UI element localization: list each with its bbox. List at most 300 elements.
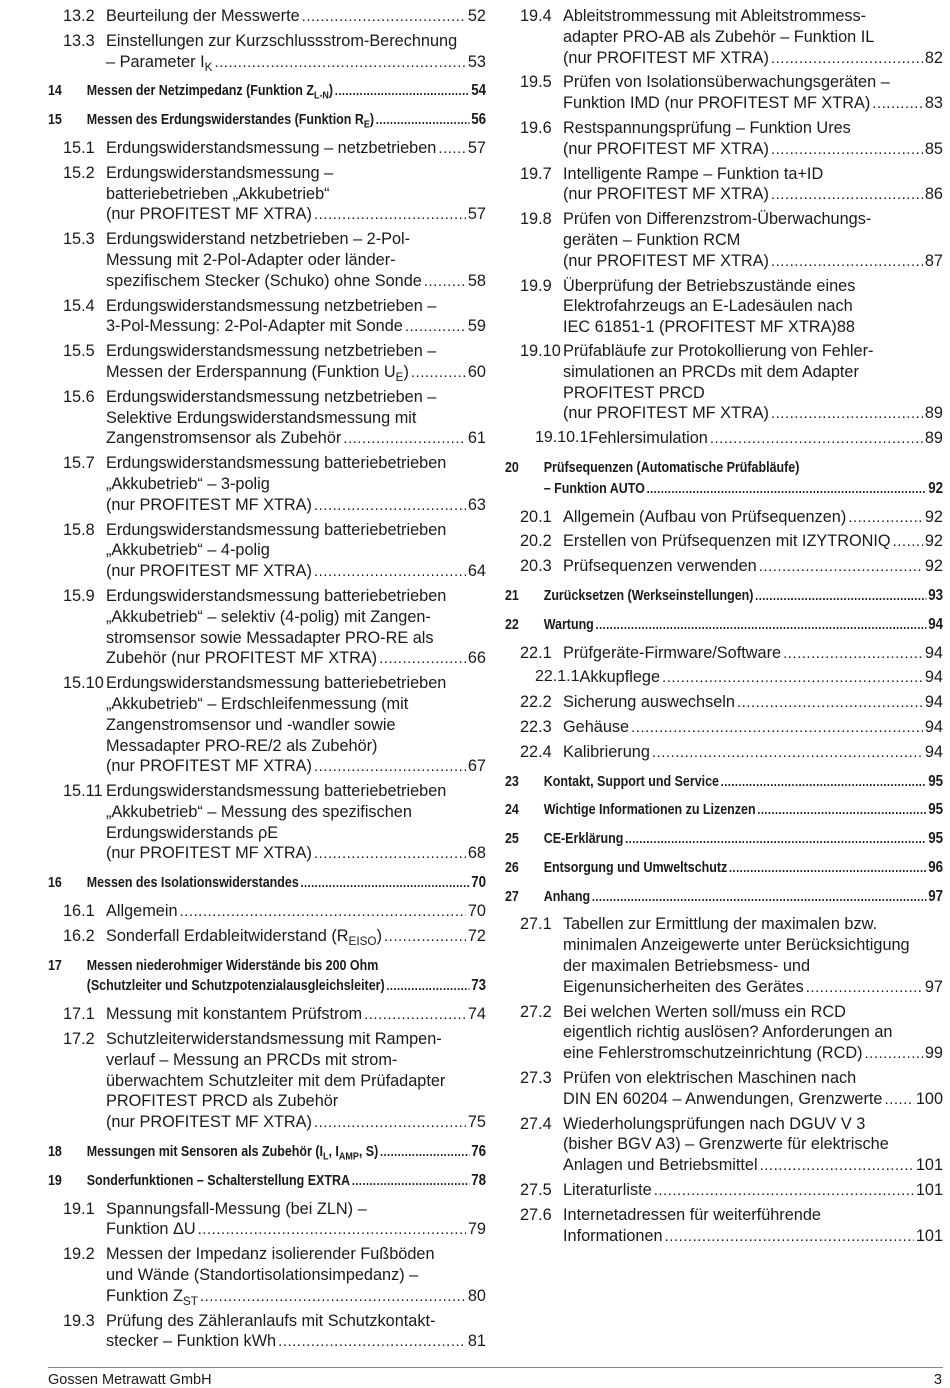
toc-leader-dots [771,185,923,206]
footer-divider [48,1367,943,1368]
toc-entry-number: 15.8 [63,520,95,539]
toc-entry-line: Überprüfung der Betriebszustände eines [563,276,856,295]
toc-entry-line: Einstellungen zur Kurzschlussstrom-Berechnung [106,31,458,50]
toc-page-number: 60 [467,362,486,381]
toc-entry-last-line [563,717,943,739]
toc-page-number: 92 [928,479,944,497]
toc-entry-line: der maximalen Betriebsmess- und [563,957,811,976]
toc-entry[interactable] [505,118,943,161]
toc-entry-title [563,556,757,577]
toc-leader-dots [654,1181,914,1202]
toc-page-number: 53 [467,52,486,71]
toc-leader-dots [771,140,923,161]
toc-entry-last-line [544,887,943,908]
toc-entry-title-text: Informationen [563,1226,663,1245]
toc-entry-number: 22.1.1 [535,668,580,686]
toc-entry-number: 20.1 [520,507,552,526]
toc-page-number: 95 [928,830,944,848]
toc-entry[interactable] [505,742,943,764]
toc-entry[interactable] [48,296,486,339]
toc-entry-title-text: Akkupflege [579,668,661,687]
toc-entry-body [563,276,943,338]
toc-entry-line: Restspannungsprüfung – Funktion Ures [563,118,851,137]
toc-entry[interactable] [505,914,943,998]
toc-entry-line: Bei welchen Werten soll/muss ein RCD [563,1002,846,1021]
toc-entry-body [106,926,486,948]
toc-entry-line: Erdungswiderstandsmessung – [106,163,334,182]
toc-leader-dots [783,644,923,665]
toc-entry-title [563,139,769,160]
toc-entry[interactable] [505,1205,943,1248]
toc-entry-last-line [563,692,943,714]
toc-entry-subscript: L [322,1151,329,1163]
toc-leader-dots [386,976,469,997]
toc-entry-body [106,520,486,583]
toc-entry-body [563,1002,943,1065]
toc-entry[interactable] [505,887,943,908]
toc-entry-title [563,403,769,424]
toc-entry-number: 27.3 [520,1069,552,1088]
toc-entry-body [544,615,943,636]
toc-entry-number: 15 [48,112,62,129]
toc-entry-title [579,667,660,688]
toc-leader-dots [411,363,466,384]
toc-entry-title-text: Erdungswiderstandsmessung – netzbetrieben [106,138,437,157]
toc-entry-line: Selektive Erdungswiderstandsmessung mit [106,408,417,427]
toc-entry-subscript: E [395,371,404,385]
toc-page-number: 83 [924,94,943,113]
toc-entry-body [87,81,486,102]
toc-entry-last-line [106,6,486,28]
toc-leader-dots [759,557,923,578]
toc-leader-dots [865,1044,923,1065]
toc-page-number: 78 [471,1171,487,1189]
toc-entry-title [544,800,756,821]
toc-entry[interactable] [48,387,486,450]
toc-entry-title-text: DIN EN 60204 – Anwendungen, Grenzwerte [563,1089,883,1108]
toc-entry-body [563,531,943,553]
toc-entry-last-line [544,829,943,850]
toc-entry-line: Zangenstromsensor und -wandler sowie [106,715,396,734]
toc-entry[interactable] [505,72,943,115]
toc-entry-number: 20 [505,459,519,476]
toc-leader-dots [314,205,466,226]
toc-page-number: 54 [471,82,487,100]
toc-entry-title [106,1219,196,1240]
toc-entry[interactable] [505,717,943,739]
toc-entry[interactable] [48,1244,486,1307]
toc-entry-body [563,1068,943,1111]
toc-entry-last-line [563,251,943,273]
toc-entry-last-line [544,858,943,879]
toc-entry[interactable] [48,926,486,948]
toc-entry-line: Erdungswiderstandsmessung batteriebetrieben [106,454,447,473]
toc-entry-title-text: Gehäuse [563,717,630,736]
toc-entry[interactable] [48,873,486,894]
toc-entry[interactable] [48,341,486,384]
toc-entry-number: 13.2 [63,7,95,25]
toc-entry-last-line [563,1089,943,1111]
toc-entry[interactable] [48,1142,486,1163]
toc-entry-title [563,531,891,552]
toc-entry-last-line [106,1004,486,1026]
toc-entry-number: 19.6 [520,118,552,137]
toc-entry-last-line [563,1226,943,1248]
toc-entry-title [87,1142,379,1163]
toc-entry-title [563,717,629,738]
toc-entry-number: 22.1 [520,643,552,662]
toc-entry-last-line [106,1286,486,1308]
toc-leader-dots [314,844,466,865]
toc-leader-dots [180,902,466,923]
toc-entry-number: 19 [48,1172,62,1189]
toc-entry-body [106,1311,486,1354]
toc-leader-dots [314,1113,466,1134]
toc-page-number: 79 [467,1220,486,1239]
toc-entry-body [106,341,486,384]
toc-entry-last-line [106,756,486,778]
toc-entry[interactable] [505,800,943,821]
toc-entry[interactable] [505,1002,943,1065]
toc-entry-title-text: – Funktion AUTO [543,480,645,497]
toc-entry[interactable] [505,643,943,665]
toc-entry-last-line [563,1180,943,1202]
toc-entry-title-text: Zangenstromsensor als Zubehör [106,429,342,448]
toc-entry-line: Messen der Impedanz isolierender Fußböden [106,1245,435,1264]
toc-page-number: 75 [467,1113,486,1132]
toc-entry-number: 23 [505,773,519,790]
toc-entry-last-line [544,586,943,607]
toc-entry-title-text: Sicherung auswechseln [563,693,735,712]
toc-entry-number: 19.10 [520,341,561,360]
toc-entry-number: 19.7 [520,164,552,183]
toc-entry[interactable] [48,110,486,131]
toc-entry[interactable] [48,673,486,778]
toc-entry-number: 15.5 [63,342,95,361]
toc-entry-title [563,643,781,664]
toc-entry-last-line [106,561,486,583]
toc-entry-body [106,1199,486,1242]
toc-entry[interactable] [505,858,943,879]
toc-entry-line: und Wände (Standortisolationsimpedanz) – [106,1266,419,1285]
toc-entry-title-text: Beurteilung der Messwerte [106,7,300,25]
toc-entry[interactable] [48,1199,486,1242]
toc-entry-number: 27.1 [520,915,552,934]
toc-entry-number: 19.10.1 [535,429,589,447]
toc-entry-last-line [106,926,486,948]
toc-leader-dots [893,532,923,553]
toc-entry-body [563,341,943,425]
toc-entry-number: 27.5 [520,1181,552,1200]
toc-entry-title-text: (nur PROFITEST MF XTRA) [106,1113,312,1132]
toc-entry-line: PROFITEST PRCD als Zubehör [106,1092,339,1111]
toc-page-number: 61 [467,429,486,448]
toc-entry-title-text: (nur PROFITEST MF XTRA) [563,251,769,270]
toc-entry-title [87,81,333,102]
toc-entry-body [563,1114,943,1177]
toc-entry-line: Erdungswiderstandsmessung netzbetrieben – [106,387,437,406]
toc-entry[interactable] [48,1171,486,1192]
toc-entry-last-line [87,873,486,894]
toc-entry-body [106,31,486,74]
toc-entry-line: Prüfabläufe zur Protokollierung von Fehler- [563,341,874,360]
toc-entry-title [106,495,312,516]
toc-entry[interactable] [48,956,486,998]
toc-entry-number: 15.7 [63,454,95,473]
toc-page-number: 94 [924,742,943,761]
toc-entry-title-suffix: ) [376,926,382,945]
toc-entry[interactable] [505,209,943,272]
toc-entry-line: „Akkubetrieb“ – 4-polig [106,541,270,560]
toc-page-number: 66 [467,649,486,668]
toc-entry-line: Elektrofahrzeugs an E-Ladesäulen nach [563,297,853,316]
toc-page-number: 63 [467,495,486,514]
toc-entry-last-line [563,977,943,999]
toc-entry[interactable] [48,520,486,583]
toc-entry-line: Tabellen zur Ermittlung der maximalen bzw. [563,915,878,934]
toc-entry-title [563,692,735,713]
toc-entry-last-line [563,139,943,161]
toc-leader-dots [300,873,469,894]
toc-page-number: 70 [467,902,486,921]
toc-entry-title [563,1180,652,1201]
toc-entry-number: 24 [505,802,519,819]
toc-entry-line: stromsensor sowie Messadapter PRO-RE als [106,628,434,647]
toc-entry-title [544,615,594,636]
toc-page-number: 85 [924,139,943,158]
toc-leader-dots [335,81,470,102]
toc-page-number: 81 [467,1332,486,1351]
toc-entry[interactable] [48,138,486,160]
toc-entry-title-text: (nur PROFITEST MF XTRA) [563,48,769,67]
toc-entry-line: IEC 61851-1 (PROFITEST MF XTRA)88 [563,318,855,337]
toc-leader-dots [771,404,923,425]
toc-leader-dots [438,139,466,160]
toc-entry-subscript: ST [182,1294,198,1308]
toc-entry-body [563,717,943,739]
toc-entry[interactable] [505,556,943,578]
toc-entry-title [106,648,377,669]
toc-page-number: 82 [924,48,943,67]
toc-entry[interactable] [505,341,943,425]
toc-entry-line: eigentlich richtig auslösen? Anforderungen an [563,1023,893,1042]
toc-entry-number: 13.3 [63,31,95,50]
toc-entry[interactable] [48,1004,486,1026]
toc-entry[interactable] [48,229,486,292]
toc-leader-dots [278,1332,466,1353]
toc-entry[interactable] [505,1114,943,1177]
toc-entry-line: (bisher BGV A3) – Grenzwerte für elektrische [563,1135,889,1154]
toc-entry-title [563,1226,663,1247]
toc-entry-line: Internetadressen für weiterführende [563,1205,821,1224]
toc-leader-dots [647,479,927,500]
toc-entry[interactable] [48,901,486,923]
toc-page-number: 101 [915,1156,943,1175]
toc-leader-dots [848,508,923,529]
toc-entry-line: Prüfsequenzen (Automatische Prüfabläufe) [543,459,800,476]
toc-entry-title [544,858,728,879]
toc-entry-number: 22.3 [520,717,552,736]
toc-entry-last-line [563,48,943,70]
toc-entry[interactable] [505,458,943,500]
toc-entry-title-text: Messen der Netzimpedanz (Funktion Z [86,83,314,100]
toc-entry-line: Erdungswiderstandsmessung batteriebetrieben [106,586,447,605]
toc-entry-last-line [106,52,486,74]
toc-page-number: 52 [467,7,486,25]
toc-entry[interactable] [48,586,486,670]
toc-leader-dots [729,858,927,879]
toc-entry-body [87,956,486,998]
toc-entry-line: verlauf – Messung an PRCDs mit strom- [106,1050,398,1069]
toc-leader-dots [662,668,923,689]
toc-entry-body [563,118,943,161]
toc-entry-body [563,1180,943,1202]
toc-entry[interactable] [505,507,943,529]
toc-entry[interactable] [48,163,486,226]
toc-page-number: 101 [915,1181,943,1200]
toc-entry[interactable] [505,829,943,850]
toc-entry-line: adapter PRO-AB als Zubehör – Funktion IL [563,27,875,46]
toc-entry-title-suffix: , I [328,1144,339,1161]
toc-entry[interactable] [505,667,943,689]
toc-entry-line: Messung mit 2-Pol-Adapter oder länder- [106,250,396,269]
toc-entry[interactable] [505,692,943,714]
toc-entry-title [544,829,624,850]
toc-entry-line: Erdungswiderstandsmessung netzbetrieben – [106,342,437,361]
toc-entry-number: 15.4 [63,296,95,315]
toc-entry-title-text: CE-Erklärung [543,831,624,848]
toc-entry-title-text: Messung mit konstantem Prüfstrom [106,1005,363,1024]
toc-leader-dots [302,7,466,28]
toc-entry[interactable] [48,6,486,28]
toc-entry[interactable] [505,6,943,69]
toc-entry-line: Prüfen von Isolationsüberwachungsgeräten – [563,73,890,92]
toc-entry-last-line [106,648,486,670]
toc-entry-line: geräten – Funktion RCM [563,230,741,249]
toc-leader-dots [379,649,466,670]
toc-entry[interactable] [505,1068,943,1111]
toc-entry[interactable] [505,772,943,793]
toc-entry-number: 19.4 [520,7,552,25]
toc-page-number: 96 [928,858,944,876]
toc-entry-title-text: Funktion IMD (nur PROFITEST MF XTRA) [563,94,871,113]
toc-page-number: 64 [467,562,486,581]
toc-entry-last-line [544,615,943,636]
toc-entry-body [106,781,486,865]
toc-entry-title-text: Allgemein (Aufbau von Prüfsequenzen) [563,507,847,526]
toc-right-column [505,6,943,1250]
toc-page-number: 74 [467,1005,486,1024]
toc-entry-title-text: Fehlersimulation [588,429,708,448]
toc-page-number: 76 [471,1143,487,1161]
toc-entry-title-text: Eigenunsicherheiten des Gerätes [563,977,804,996]
toc-entry-last-line [106,1219,486,1241]
toc-entry[interactable] [505,276,943,338]
toc-entry-title [106,428,341,449]
toc-entry[interactable] [48,781,486,865]
toc-entry-number: 27.6 [520,1205,552,1224]
toc-leader-dots [592,887,927,908]
toc-entry-number: 27 [505,888,519,905]
toc-entry-body [563,742,943,764]
toc-page-number: 100 [915,1089,943,1108]
toc-entry-number: 21 [505,587,519,604]
toc-entry-number: 17.2 [63,1030,95,1049]
toc-entry-line: „Akkubetrieb“ – 3-polig [106,474,270,493]
toc-page-number: 94 [924,717,943,736]
toc-leader-dots [631,718,923,739]
toc-entry-title-text: Messen der Erderspannung (Funktion U [106,362,396,381]
toc-entry[interactable] [48,31,486,74]
toc-entry-number: 27.2 [520,1002,552,1021]
toc-page-number: 92 [924,507,943,526]
toc-leader-dots [384,927,466,948]
toc-entry[interactable] [505,531,943,553]
toc-entry-number: 20.3 [520,557,552,576]
toc-entry-line: Prüfung des Zähleranlaufs mit Schutzkontakt- [106,1311,436,1330]
toc-entry-title [87,873,299,894]
toc-entry-body [563,692,943,714]
toc-leader-dots [352,1171,470,1192]
toc-entry-body [106,296,486,339]
toc-entry-title-text: spezifischem Stecker (Schuko) ohne Sonde [106,271,422,290]
toc-entry-body [563,556,943,578]
toc-entry[interactable] [505,1180,943,1202]
toc-entry-title [106,901,178,922]
toc-entry-number: 18 [48,1144,62,1161]
toc-page-number: 89 [924,429,943,448]
toc-entry-last-line [87,1171,486,1192]
toc-entry-last-line [563,531,943,553]
toc-entry-last-line [563,742,943,764]
toc-entry-number: 26 [505,859,519,876]
toc-entry[interactable] [48,1029,486,1134]
toc-entry-body [563,1205,943,1248]
toc-entry[interactable] [505,586,943,607]
toc-entry-number: 17.1 [63,1005,95,1024]
toc-entry[interactable] [505,428,943,450]
toc-leader-dots [405,317,466,338]
toc-entry[interactable] [48,81,486,102]
toc-leader-dots [757,800,926,821]
toc-entry[interactable] [505,164,943,207]
toc-entry-body [106,1004,486,1026]
toc-entry-number: 15.10 [63,674,104,693]
toc-entry-title-text: (nur PROFITEST MF XTRA) [563,139,769,158]
toc-entry-title-text: (Schutzleiter und Schutzpotenzialausgleichsleiter) [86,978,385,995]
toc-entry-line: Messadapter PRO-RE/2 als Zubehör) [106,736,378,755]
toc-entry-last-line [106,1112,486,1134]
toc-entry-last-line [106,1331,486,1353]
toc-entry-title-text: (nur PROFITEST MF XTRA) [106,844,312,863]
toc-entry-line: Erdungswiderstandsmessung netzbetrieben – [106,296,437,315]
toc-leader-dots [710,429,923,450]
toc-page-number: 56 [471,111,487,129]
toc-entry[interactable] [48,1311,486,1354]
toc-entry-line: Schutzleiterwiderstandsmessung mit Rampen- [106,1030,442,1049]
toc-entry[interactable] [505,615,943,636]
toc-entry-number: 15.6 [63,387,95,406]
toc-entry-subscript: L-N [313,91,329,103]
toc-entry-number: 15.9 [63,586,95,605]
toc-entry-title [563,742,650,763]
toc-leader-dots [343,429,466,450]
toc-entry-title [106,138,436,159]
toc-entry-number: 19.8 [520,210,552,229]
toc-entry-number: 16.2 [63,926,95,945]
toc-entry[interactable] [48,453,486,516]
toc-page-number: 99 [924,1044,943,1063]
